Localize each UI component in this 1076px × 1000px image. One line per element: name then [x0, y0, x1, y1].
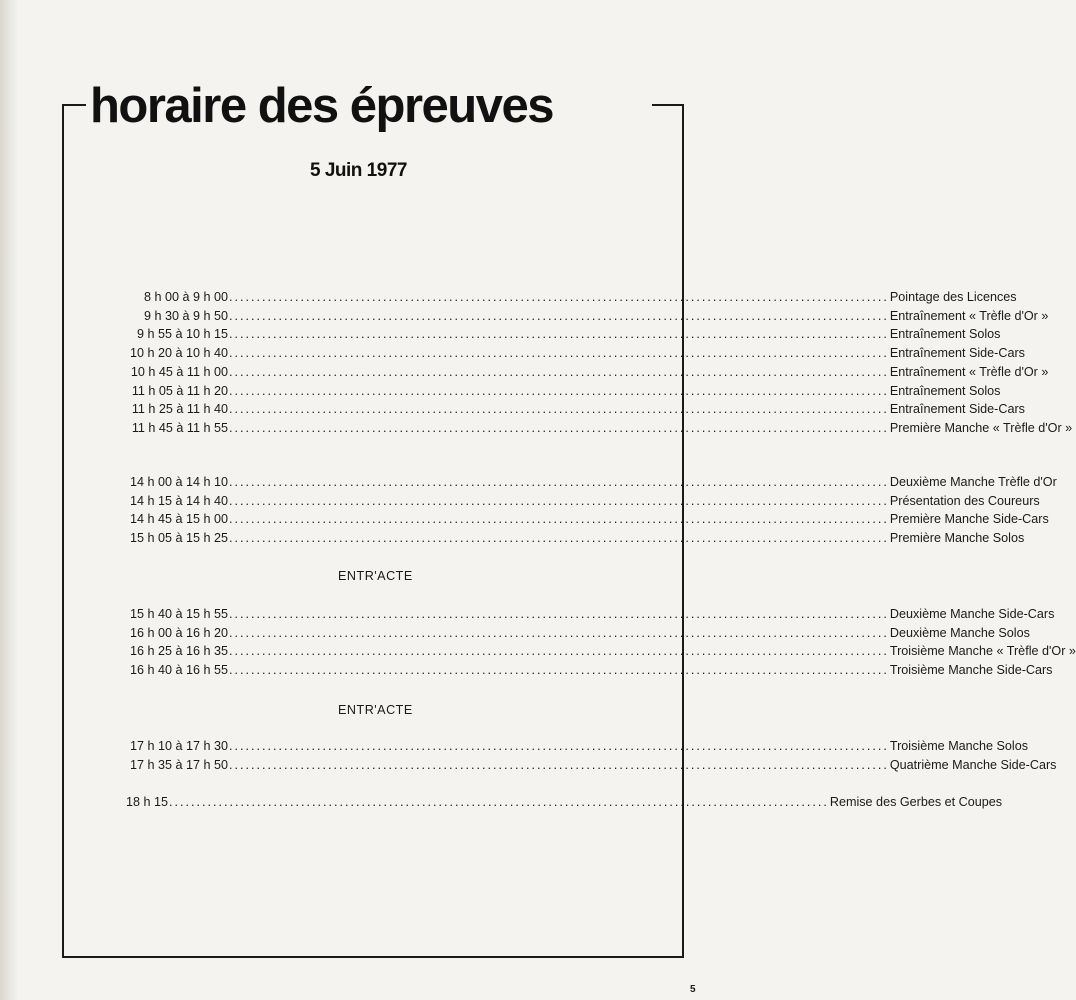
schedule-time: 15 h 40 à 15 h 55 — [129, 607, 228, 621]
dot-leader: ........................................................................................................................ — [229, 531, 889, 546]
schedule-event: Première Manche Side-Cars — [889, 512, 1049, 527]
schedule-time: 17 h 35 à 17 h 50 — [129, 757, 228, 772]
frame-top-left-rule — [62, 104, 86, 106]
schedule-event: Entraînement « Trèfle d'Or » — [889, 364, 1049, 379]
frame-top-right-rule — [652, 104, 682, 106]
schedule-time: 9 h 30 à 9 h 50 — [143, 308, 228, 323]
schedule-event: Deuxième Manche Side-Cars — [889, 607, 1055, 621]
schedule-event: Deuxième Manche Solos — [889, 625, 1030, 640]
event-date: 5 Juin 1977 — [310, 160, 407, 181]
schedule-event: Pointage des Licences — [889, 290, 1017, 304]
schedule-time: 16 h 00 à 16 h 20 — [129, 625, 228, 640]
dot-leader: ........................................................................................................................ — [229, 346, 889, 361]
schedule-row — [110, 383, 1001, 403]
dot-leader: ........................................................................................................................ — [229, 290, 889, 304]
dot-leader: ........................................................................................................................ — [229, 757, 889, 772]
schedule-time: 10 h 45 à 11 h 00 — [130, 364, 228, 379]
schedule-row-final — [110, 795, 1003, 814]
schedule-event: Entraînement Side-Cars — [889, 402, 1025, 417]
schedule-time: 18 h 15 — [125, 795, 168, 809]
schedule-row — [110, 512, 1049, 531]
schedule-event: Remise des Gerbes et Coupes — [829, 795, 1003, 809]
schedule-row — [110, 739, 1028, 758]
dot-leader: ........................................................................................................................ — [229, 625, 889, 640]
schedule-row — [110, 402, 1025, 421]
schedule-row — [110, 475, 1057, 494]
schedule-time: 8 h 00 à 9 h 00 — [143, 290, 228, 304]
schedule-event: Première Manche Solos — [889, 531, 1025, 546]
schedule-event: Deuxième Manche Trèfle d'Or — [889, 475, 1057, 489]
schedule-event: Troisième Manche « Trèfle d'Or » — [889, 644, 1076, 659]
schedule-row — [110, 327, 1001, 346]
dot-leader: ........................................................................................................................ — [229, 383, 889, 398]
dot-leader: ........................................................................................................................ — [229, 327, 889, 342]
page-title: horaire des épreuves — [90, 79, 553, 133]
schedule-time: 15 h 05 à 15 h 25 — [129, 531, 228, 546]
schedule-row — [110, 607, 1055, 626]
interlude-label-2: ENTR'ACTE — [338, 703, 413, 717]
interlude-label-1: ENTR'ACTE — [338, 569, 413, 583]
dot-leader: ........................................................................................................................ — [229, 607, 889, 621]
dot-leader: ........................................................................................................................ — [229, 512, 889, 527]
dot-leader: ........................................................................................................................ — [229, 402, 889, 417]
schedule-event: Présentation des Coureurs — [889, 493, 1040, 508]
dot-leader: ........................................................................................................................ — [229, 308, 889, 323]
schedule-row — [110, 290, 1017, 309]
dot-leader: ........................................................................................................................ — [229, 493, 889, 508]
dot-leader: ........................................................................................................................ — [229, 644, 889, 659]
schedule-event: Troisième Manche Side-Cars — [889, 663, 1053, 678]
schedule-time: 16 h 25 à 16 h 35 — [129, 644, 228, 659]
schedule-event: Quatrième Manche Side-Cars — [889, 757, 1057, 772]
page-number: 5 — [690, 984, 696, 995]
dot-leader: ........................................................................................................................ — [229, 663, 889, 678]
schedule-row — [110, 663, 1053, 682]
schedule-time: 9 h 55 à 10 h 15 — [136, 327, 228, 342]
dot-leader: ........................................................................................................................ — [229, 475, 889, 489]
schedule-row — [110, 420, 1073, 440]
schedule-time: 17 h 10 à 17 h 30 — [129, 739, 228, 753]
schedule-time: 14 h 00 à 14 h 10 — [129, 475, 228, 489]
schedule-time: 14 h 15 à 14 h 40 — [129, 493, 228, 508]
schedule-event: Entraînement « Trèfle d'Or » — [889, 308, 1049, 323]
schedule-row — [110, 625, 1030, 645]
schedule-event: Troisième Manche Solos — [889, 739, 1028, 753]
schedule-row — [110, 364, 1049, 384]
schedule-event: Entraînement Side-Cars — [889, 346, 1025, 361]
dot-leader: ........................................................................................................................ — [229, 420, 889, 435]
schedule-event: Première Manche « Trèfle d'Or » — [889, 420, 1073, 435]
schedule-event: Entraînement Solos — [889, 327, 1001, 342]
schedule-event: Entraînement Solos — [889, 383, 1001, 398]
schedule-row — [110, 644, 1076, 663]
schedule-time: 14 h 45 à 15 h 00 — [129, 512, 228, 527]
page-edge — [0, 0, 18, 1000]
schedule-row — [110, 493, 1040, 513]
schedule-time: 11 h 25 à 11 h 40 — [131, 402, 228, 417]
schedule-row — [110, 757, 1057, 777]
schedule-time: 11 h 05 à 11 h 20 — [131, 383, 228, 398]
dot-leader: ........................................................................................................................ — [229, 739, 889, 753]
schedule-time: 16 h 40 à 16 h 55 — [129, 663, 228, 678]
dot-leader: ........................................................................................................................ — [169, 795, 829, 809]
schedule-row — [110, 346, 1025, 365]
schedule-time: 11 h 45 à 11 h 55 — [131, 420, 228, 435]
schedule-row — [110, 308, 1049, 328]
schedule-row — [110, 531, 1025, 550]
schedule-time: 10 h 20 à 10 h 40 — [129, 346, 228, 361]
dot-leader: ........................................................................................................................ — [229, 364, 889, 379]
